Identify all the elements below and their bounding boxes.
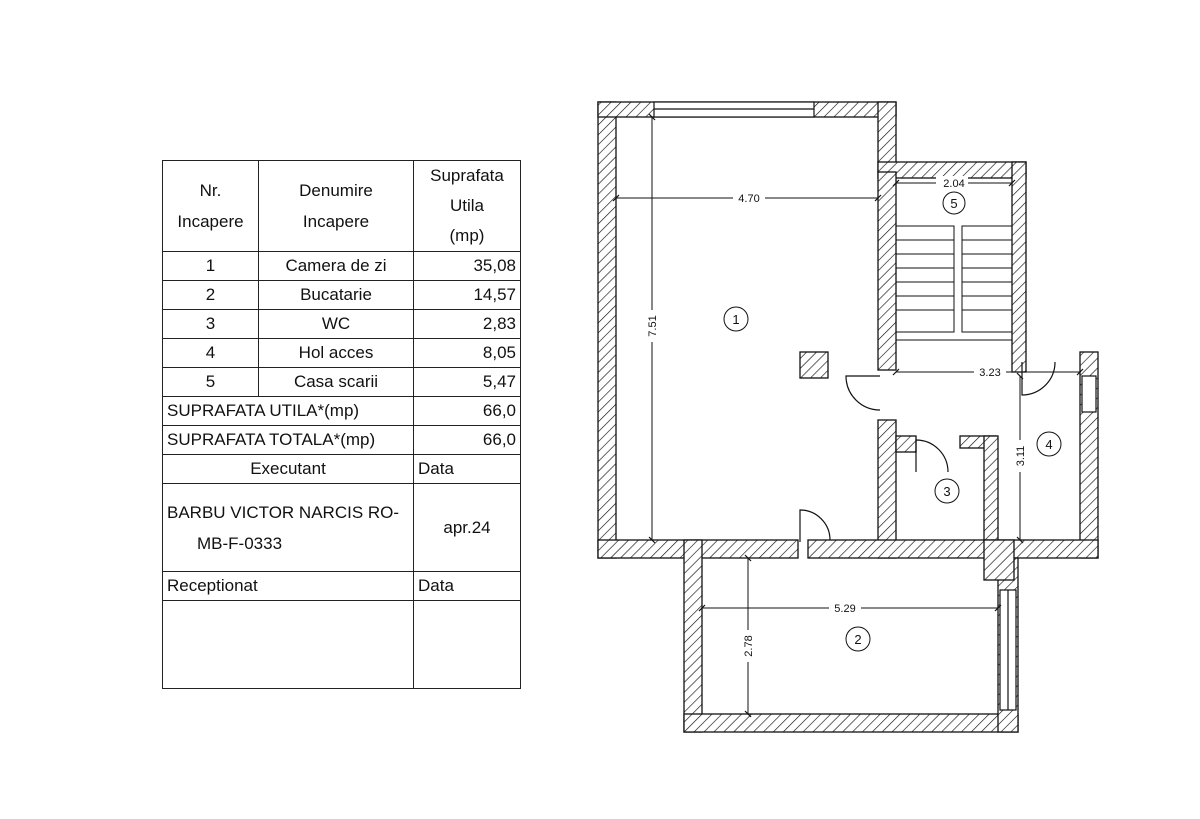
executant-name-line-1: BARBU VICTOR NARCIS RO- [167, 502, 400, 522]
wall-west-living [598, 102, 616, 558]
util-area-label: SUPRAFATA UTILA*(mp) [163, 397, 414, 426]
stairs [896, 226, 1012, 340]
receptionat-label: Receptionat [163, 572, 414, 601]
room-area: 2,83 [414, 310, 521, 339]
room-nr: 2 [163, 281, 259, 310]
executant-date-label: Data [414, 455, 521, 484]
executant-date: apr.24 [414, 484, 521, 572]
header-area-line-2: Utila [449, 196, 484, 215]
dimension-2-04: 2.04 [943, 178, 965, 190]
dimension-2-78: 2.78 [743, 635, 755, 657]
header-nr-line-1: Nr. [199, 181, 222, 200]
wall-between-living-stair [878, 172, 896, 370]
windows [654, 102, 1096, 710]
room-3-label: 3 [943, 484, 951, 499]
room-nr: 1 [163, 252, 259, 281]
chimney-column [800, 352, 828, 378]
room-area: 8,05 [414, 339, 521, 368]
wall-corner-block [984, 540, 1014, 580]
door-kitchen [800, 510, 830, 542]
door-wc [916, 440, 948, 472]
header-name-line-1: Denumire [299, 181, 373, 200]
wall-south-living-east [808, 540, 1098, 558]
room-name: Casa scarii [259, 368, 414, 397]
executant-label: Executant [163, 455, 414, 484]
executant-name-line-2: MB-F-0333 [197, 533, 283, 553]
wall-wc-east [984, 436, 998, 540]
dimension-4-70: 4.70 [738, 193, 760, 205]
dimension-7-51: 7.51 [647, 315, 659, 337]
wall-south-kitchen [684, 714, 1018, 732]
room-nr: 4 [163, 339, 259, 368]
room-area: 14,57 [414, 281, 521, 310]
room-area: 35,08 [414, 252, 521, 281]
room-area: 5,47 [414, 368, 521, 397]
room-name: Hol acces [259, 339, 414, 368]
dimension-5-29: 5.29 [834, 603, 856, 615]
room-1-label: 1 [732, 312, 740, 327]
room-name: WC [259, 310, 414, 339]
wall-wc-stub [896, 436, 916, 452]
window-east-hall [1082, 376, 1096, 412]
wall-north-stair [878, 162, 1026, 178]
dimension-3-11: 3.11 [1015, 445, 1027, 467]
header-name-line-2: Incapere [302, 212, 370, 231]
wall-between-living-wc [878, 420, 896, 558]
room-5-label: 5 [950, 196, 958, 211]
room-2-label: 2 [854, 632, 862, 647]
stair-flight-right [962, 226, 1012, 332]
stair-flight-left [896, 226, 954, 332]
total-area-value: 66,0 [414, 426, 521, 455]
room-name: Bucatarie [259, 281, 414, 310]
receptionat-date-label: Data [414, 572, 521, 601]
door-hall-entry [1022, 362, 1055, 395]
room-4-label: 4 [1045, 437, 1053, 452]
header-area-line-1: Suprafata [430, 166, 504, 185]
wall-east-stair [1012, 162, 1026, 372]
door-living-hall [846, 376, 880, 410]
wall-west-kitchen [684, 540, 702, 732]
room-nr: 5 [163, 368, 259, 397]
total-area-label: SUPRAFATA TOTALA*(mp) [163, 426, 414, 455]
util-area-value: 66,0 [414, 397, 521, 426]
room-name: Camera de zi [259, 252, 414, 281]
room-nr: 3 [163, 310, 259, 339]
header-nr-line-2: Incapere [177, 212, 244, 231]
header-area-line-3: (mp) [449, 226, 485, 245]
dimension-3-23: 3.23 [979, 367, 1001, 379]
